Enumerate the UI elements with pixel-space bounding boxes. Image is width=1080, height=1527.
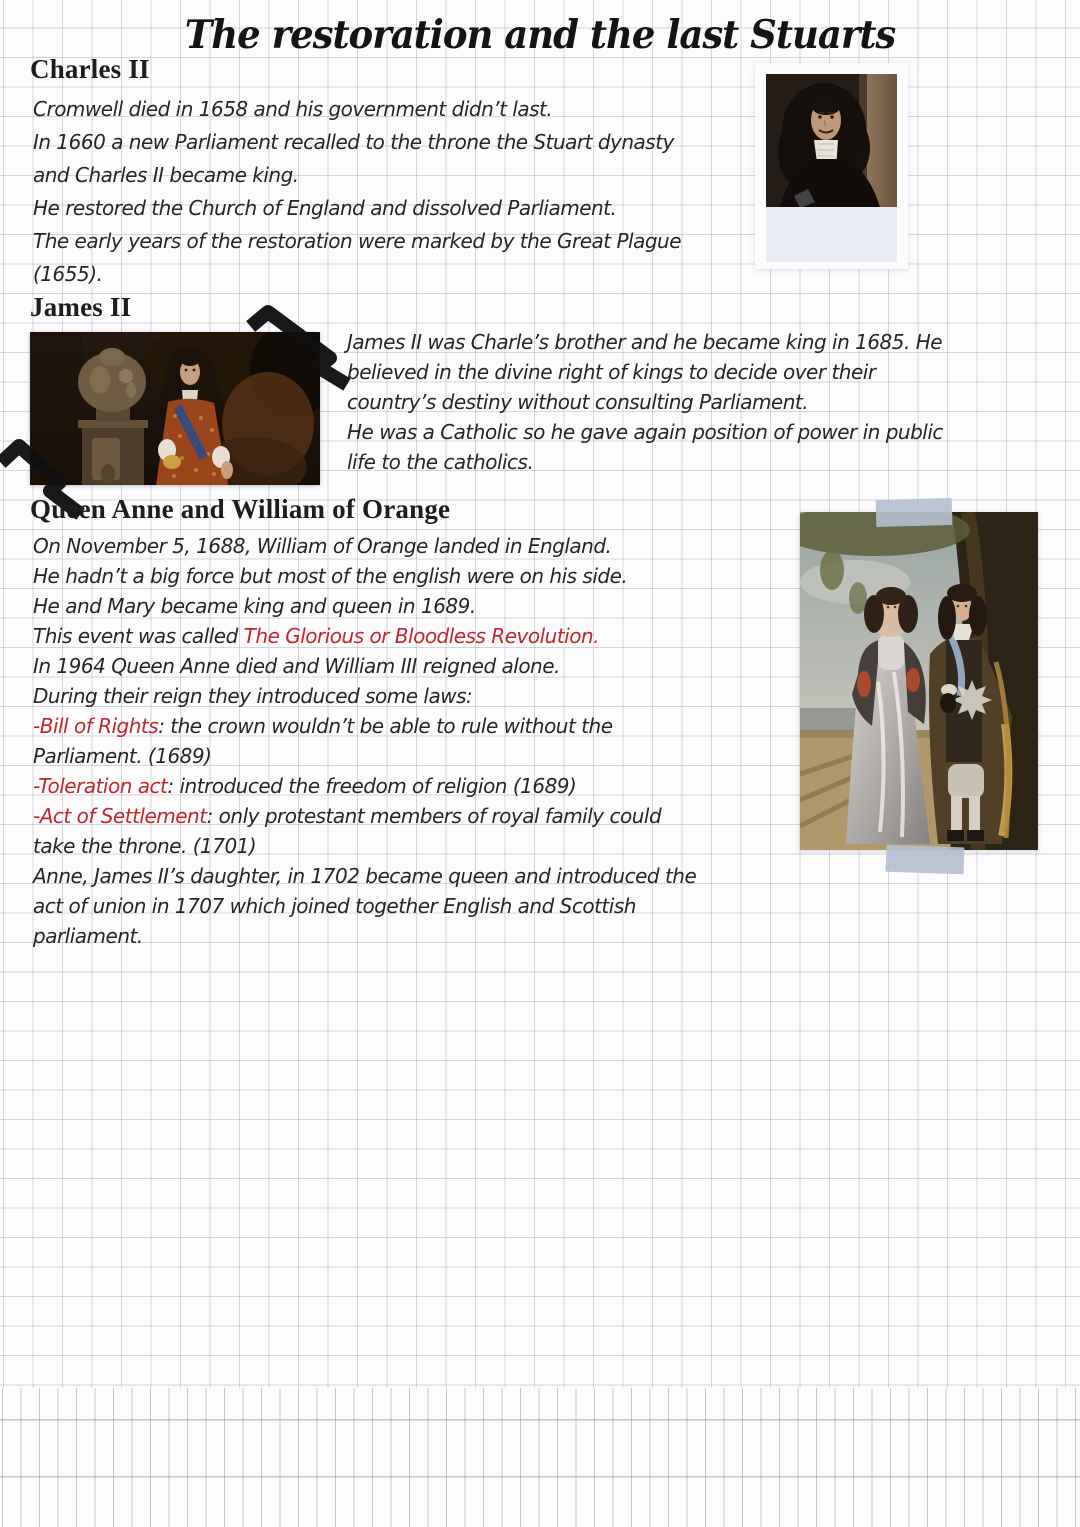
tape-top (876, 498, 953, 527)
text-line: believed in the divine right of kings to decide over their (347, 360, 876, 384)
text-line: This event was called The Glorious or Bloodless Revolution. (33, 624, 599, 648)
paragraph-charles-ii (33, 93, 681, 291)
heading-james-ii: James II (30, 292, 132, 322)
text-line: -Toleration act: introduced the freedom of religion (1689) (33, 774, 577, 798)
heading-charles-ii: Charles II (30, 54, 150, 84)
james-ii-portrait-image (30, 332, 320, 485)
text-line: take the throne. (1701) (33, 834, 257, 858)
text-line: In 1660 a new Parliament recalled to the throne the Stuart dynasty (33, 130, 674, 154)
text-line: life to the catholics. (347, 450, 534, 474)
paragraph-james-ii (347, 327, 943, 477)
text-line: (1655). (33, 262, 103, 286)
text-line: act of union in 1707 which joined together English and Scottish (33, 894, 636, 918)
text-line: Anne, James II’s daughter, in 1702 became queen and introduced the (33, 864, 697, 888)
william-and-mary-portrait-image (800, 512, 1038, 850)
william-and-mary-photo (800, 512, 1038, 850)
text-line: country’s destiny without consulting Parliament. (347, 390, 809, 414)
text-line: He was a Catholic so he gave again position of power in public (347, 420, 943, 444)
text-line: He hadn’t a big force but most of the english were on his side. (33, 564, 628, 588)
text-line: He and Mary became king and queen in 1689. (33, 594, 476, 618)
text-line: -Bill of Rights: the crown wouldn’t be able to rule without the (33, 714, 613, 738)
polaroid-caption-area (766, 207, 897, 262)
stretched-grid-paper (0, 1388, 1080, 1527)
text-line: and Charles II became king. (33, 163, 299, 187)
text-line: parliament. (33, 924, 143, 948)
page-title: The restoration and the last Stuarts (184, 10, 896, 58)
text-line: The early years of the restoration were marked by the Great Plague (33, 229, 682, 253)
text-line: James II was Charle’s brother and he became king in 1685. He (347, 330, 943, 354)
text-line: In 1964 Queen Anne died and William III reigned alone. (33, 654, 560, 678)
charles-ii-polaroid (755, 63, 908, 269)
text-line: Parliament. (1689) (33, 744, 212, 768)
text-line: He restored the Church of England and dissolved Parliament. (33, 196, 617, 220)
heading-queen-anne: Queen Anne and William of Orange (30, 494, 451, 524)
text-line: -Act of Settlement: only protestant members of royal family could (33, 804, 662, 828)
charles-ii-portrait-image (766, 74, 897, 207)
paragraph-queen-anne (33, 531, 696, 951)
tape-bottom (886, 845, 965, 875)
text-line: During their reign they introduced some laws: (33, 684, 473, 708)
text-line: Cromwell died in 1658 and his government didn’t last. (33, 97, 553, 121)
text-line: On November 5, 1688, William of Orange landed in England. (33, 534, 612, 558)
